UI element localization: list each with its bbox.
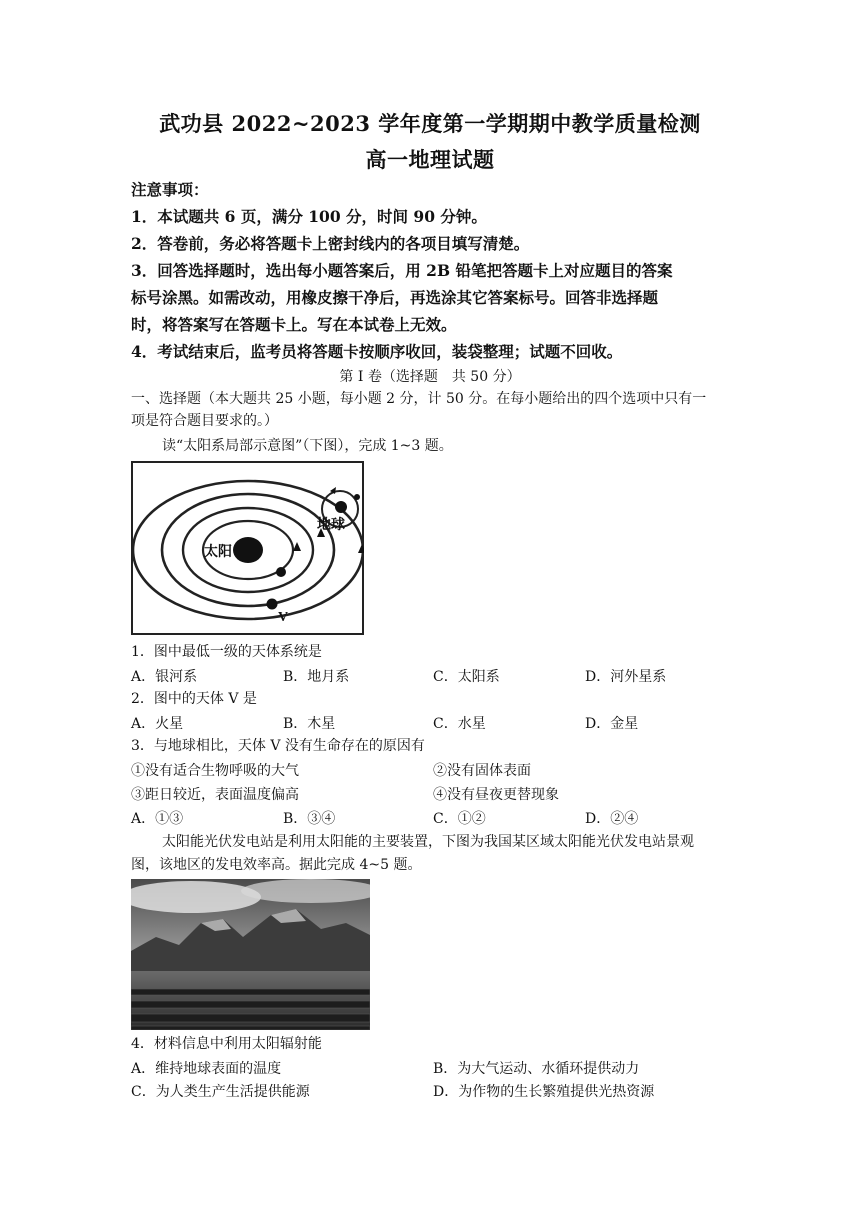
notice-item: 4．考试结束后，监考员将答题卡按顺序收回，装袋整理；试题不回收。 [131, 342, 623, 361]
option-a[interactable]: A．银河系 [131, 669, 198, 685]
planet-dot [276, 567, 286, 577]
sun-disc [233, 537, 263, 563]
section-intro: 一、选择题（本大题共 25 小题，每小题 2 分，计 50 分。在每小题给出的四个选项中只有一 [131, 391, 707, 407]
section-title: 第 I 卷（选择题 共 50 分） [339, 369, 521, 385]
solar-system-diagram [131, 461, 364, 635]
option-c[interactable]: C．①② [433, 811, 486, 827]
earth-dot [335, 501, 347, 513]
notice-item: 标号涂黑。如需改动，用橡皮擦干净后，再选涂其它答案标号。回答非选择题 [131, 288, 659, 307]
notice-heading: 注意事项： [131, 180, 209, 199]
option-a[interactable]: A．维持地球表面的温度 [131, 1061, 282, 1077]
option-d[interactable]: D．②④ [585, 811, 639, 827]
notice-block [131, 176, 731, 365]
moon-dot [354, 494, 360, 500]
option-b[interactable]: B．地月系 [283, 669, 350, 685]
solar-station-photo [131, 879, 370, 1030]
question-stem: 3．与地球相比，天体 V 没有生命存在的原因有 [131, 738, 425, 754]
option-c[interactable]: C．水星 [433, 716, 486, 732]
statement-4: ④没有昼夜更替现象 [433, 787, 559, 803]
section-intro: 项是符合题目要求的。） [131, 413, 278, 429]
option-b[interactable]: B．为大气运动、水循环提供动力 [433, 1061, 640, 1077]
question-stem: 4．材料信息中利用太阳辐射能 [131, 1036, 322, 1052]
reading-lead: 太阳能光伏发电站是利用太阳能的主要装置，下图为我国某区域太阳能光伏发电站景观 [162, 834, 694, 850]
statement-2: ②没有固体表面 [433, 763, 531, 779]
statement-1: ①没有适合生物呼吸的大气 [131, 763, 299, 779]
exam-subtitle: 高一地理试题 [365, 147, 495, 172]
option-b[interactable]: B．木星 [283, 716, 336, 732]
planet-v-dot [267, 599, 278, 610]
option-a[interactable]: A．①③ [131, 811, 184, 827]
option-b[interactable]: B．③④ [283, 811, 336, 827]
reading-lead: 图，该地区的发电效率高。据此完成 4~5 题。 [131, 857, 422, 873]
exam-title: 武功县 2022~2023 学年度第一学期期中教学质量检测 [159, 111, 701, 136]
notice-item: 2．答卷前，务必将答题卡上密封线内的各项目填写清楚。 [131, 234, 530, 253]
notice-item: 1．本试题共 6 页，满分 100 分，时间 90 分钟。 [131, 207, 487, 226]
option-a[interactable]: A．火星 [131, 716, 184, 732]
earth-label: 地球 [317, 518, 345, 533]
question-stem: 2．图中的天体 V 是 [131, 691, 257, 707]
notice-item: 3．回答选择题时，选出每小题答案后，用 2B 铅笔把答题卡上对应题目的答案 [131, 261, 673, 280]
question-stem: 1．图中最低一级的天体系统是 [131, 644, 322, 660]
statement-3: ③距日较近，表面温度偏高 [131, 787, 299, 803]
option-c[interactable]: C．为人类生产生活提供能源 [131, 1084, 310, 1100]
option-d[interactable]: D．河外星系 [585, 669, 667, 685]
v-label: V [278, 610, 289, 625]
option-c[interactable]: C．太阳系 [433, 669, 500, 685]
reading-lead: 读“太阳系局部示意图”（下图），完成 1~3 题。 [162, 438, 453, 454]
option-d[interactable]: D．金星 [585, 716, 639, 732]
sun-label: 太阳 [204, 545, 232, 560]
option-d[interactable]: D．为作物的生长繁殖提供光热资源 [433, 1084, 655, 1100]
notice-item: 时，将答案写在答题卡上。写在本试卷上无效。 [131, 315, 457, 334]
